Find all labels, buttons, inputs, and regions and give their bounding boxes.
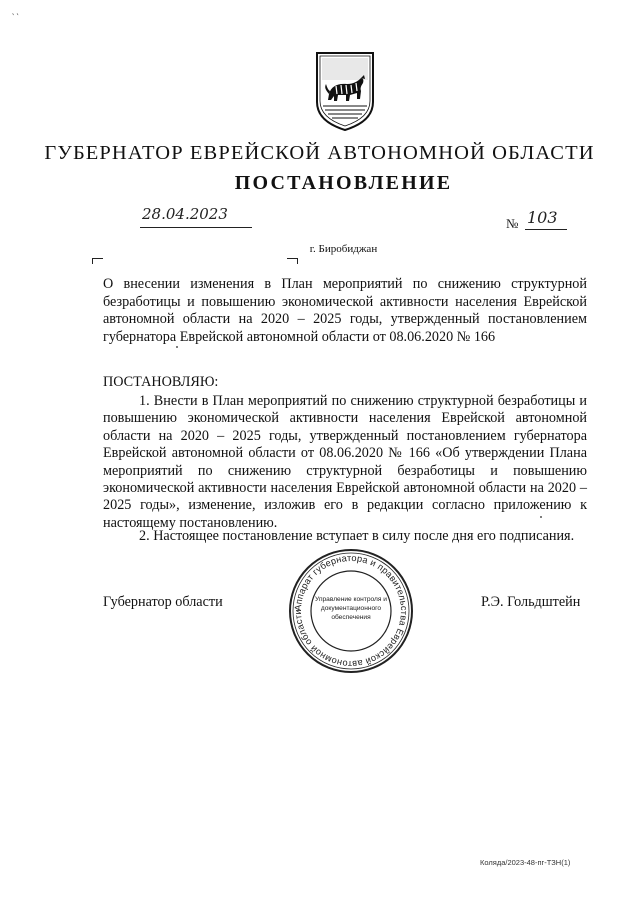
scan-speck xyxy=(176,346,178,348)
scan-corner-mark: ‵ ‵ xyxy=(12,12,19,22)
handwritten-date: 28.04.2023 xyxy=(142,205,228,223)
decree-item-2: 2. Настоящее постановление вступает в силу после дня его подписания. xyxy=(139,528,575,544)
city-line: г. Биробиджан xyxy=(309,243,378,255)
seal-center-line-1: Управление контроля и xyxy=(315,596,387,603)
signer-title: Губернатор области xyxy=(103,594,223,610)
decree-item-1: 1. Внести в План мероприятий по снижению структурной безработицы и повышению экономической активности населения Еврейской автономной области на 2020 – 2025 годы, утвержденный постановлением губернатора Еврейской автономной области от 08.06.2020 № 166 «Об утверждении Плана мероприятий по снижению структурной безработицы и повышению экономической активности населения Еврейской автономной области на 2020 – 2025 годы», изменение, изложив его в редакции согласно приложению к настоящему постановлению. xyxy=(103,393,587,531)
seal-center-line-2: документационного xyxy=(320,605,382,612)
number-sign: № xyxy=(506,216,519,231)
subject-bracket-right xyxy=(287,258,298,264)
number-underline xyxy=(525,229,567,230)
date-underline xyxy=(140,227,252,228)
document-type: ПОСТАНОВЛЕНИЕ xyxy=(234,172,453,194)
scan-speck xyxy=(540,516,542,518)
signer-name: Р.Э. Гольдштейн xyxy=(481,594,581,610)
official-seal-stamp xyxy=(288,548,414,674)
seal-ring-text: Аппарат губернатора и правительства Еврейской автономной области xyxy=(292,552,410,670)
footer-document-code: Коляда/2023-48-пг-ТЗН(1) xyxy=(480,858,571,867)
handwritten-number: 103 xyxy=(527,208,558,227)
seal-center-line-3: обеспечения xyxy=(331,614,371,621)
tiger-coat-of-arms-icon xyxy=(314,50,376,132)
decree-heading: ПОСТАНОВЛЯЮ: xyxy=(103,374,219,390)
subject-bracket-left xyxy=(92,258,103,264)
document-subject: О внесении изменения в План мероприятий по снижению структурной безработицы и повышению экономической активности населения Еврейской автономной области на 2020 – 2025 годы, утвержденный постановлением губернатора Еврейской автономной области от 08.06.2020 № 166 xyxy=(103,276,587,345)
organization-title: ГУБЕРНАТОР ЕВРЕЙСКОЙ АВТОНОМНОЙ ОБЛАСТИ xyxy=(44,142,595,164)
